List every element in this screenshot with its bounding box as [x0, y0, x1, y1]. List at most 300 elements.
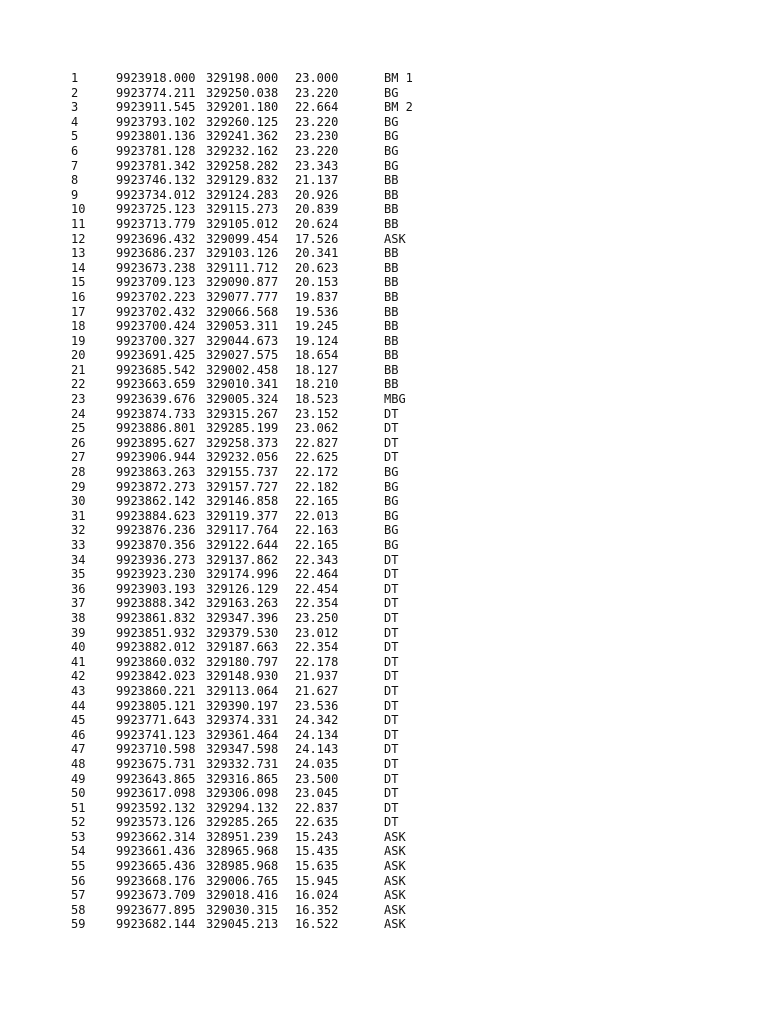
northing-value: 9923686.237	[116, 246, 196, 261]
point-number: 7	[71, 158, 79, 173]
point-code: ASK	[384, 888, 406, 903]
northing-value: 9923861.832	[116, 610, 196, 625]
easting-value: 329124.283	[206, 187, 279, 202]
easting-value: 329005.324	[206, 392, 279, 407]
northing-value: 9923663.659	[116, 377, 196, 392]
point-number: 8	[71, 173, 79, 188]
table-row	[71, 728, 444, 743]
point-number: 13	[71, 246, 86, 261]
northing-value: 9923725.123	[116, 202, 196, 217]
easting-value: 329030.315	[206, 902, 279, 917]
elevation-value: 22.178	[295, 654, 339, 669]
point-number: 10	[71, 202, 86, 217]
elevation-value: 16.024	[295, 888, 339, 903]
easting-value: 329332.731	[206, 756, 279, 771]
elevation-value: 23.500	[295, 771, 339, 786]
northing-value: 9923774.211	[116, 85, 196, 100]
table-row	[71, 859, 444, 874]
point-number: 43	[71, 683, 86, 698]
point-number: 12	[71, 231, 86, 246]
point-number: 55	[71, 859, 86, 874]
point-code: DT	[384, 742, 399, 757]
northing-value: 9923639.676	[116, 392, 196, 407]
table-row	[71, 655, 444, 670]
table-row	[71, 509, 444, 524]
point-number: 48	[71, 756, 86, 771]
elevation-value: 18.127	[295, 362, 339, 377]
table-row	[71, 144, 444, 159]
northing-value: 9923781.128	[116, 143, 196, 158]
point-number: 51	[71, 800, 86, 815]
easting-value: 329187.663	[206, 640, 279, 655]
point-code: DT	[384, 435, 399, 450]
point-code: DT	[384, 815, 399, 830]
northing-value: 9923673.709	[116, 888, 196, 903]
elevation-value: 24.035	[295, 756, 339, 771]
point-number: 58	[71, 902, 86, 917]
northing-value: 9923884.623	[116, 508, 196, 523]
point-code: MBG	[384, 392, 406, 407]
easting-value: 329077.777	[206, 289, 279, 304]
point-code: DT	[384, 727, 399, 742]
table-row	[71, 640, 444, 655]
easting-value: 329347.598	[206, 742, 279, 757]
northing-value: 9923713.779	[116, 216, 196, 231]
easting-value: 329241.362	[206, 129, 279, 144]
table-row	[71, 888, 444, 903]
table-row	[71, 582, 444, 597]
elevation-value: 20.623	[295, 260, 339, 275]
table-row	[71, 377, 444, 392]
point-code: BG	[384, 143, 399, 158]
point-code: BB	[384, 377, 399, 392]
point-code: BB	[384, 246, 399, 261]
elevation-value: 23.000	[295, 71, 339, 85]
point-code: DT	[384, 406, 399, 421]
northing-value: 9923936.273	[116, 552, 196, 567]
point-number: 17	[71, 304, 86, 319]
easting-value: 329129.832	[206, 173, 279, 188]
table-row	[71, 523, 444, 538]
elevation-value: 23.230	[295, 129, 339, 144]
table-row	[71, 246, 444, 261]
northing-value: 9923665.436	[116, 859, 196, 874]
easting-value: 329066.568	[206, 304, 279, 319]
northing-value: 9923741.123	[116, 727, 196, 742]
elevation-value: 18.210	[295, 377, 339, 392]
northing-value: 9923643.865	[116, 771, 196, 786]
point-number: 40	[71, 640, 86, 655]
easting-value: 329306.098	[206, 786, 279, 801]
easting-value: 329018.416	[206, 888, 279, 903]
elevation-value: 24.143	[295, 742, 339, 757]
northing-value: 9923661.436	[116, 844, 196, 859]
point-number: 2	[71, 85, 79, 100]
point-number: 46	[71, 727, 86, 742]
table-row	[71, 421, 444, 436]
northing-value: 9923668.176	[116, 873, 196, 888]
point-code: ASK	[384, 902, 406, 917]
elevation-value: 23.012	[295, 625, 339, 640]
northing-value: 9923872.273	[116, 479, 196, 494]
point-number: 28	[71, 465, 86, 480]
point-number: 31	[71, 508, 86, 523]
easting-value: 329374.331	[206, 713, 279, 728]
easting-value: 329260.125	[206, 114, 279, 129]
easting-value: 329010.341	[206, 377, 279, 392]
point-number: 38	[71, 610, 86, 625]
northing-value: 9923709.123	[116, 275, 196, 290]
northing-value: 9923771.643	[116, 713, 196, 728]
northing-value: 9923702.223	[116, 289, 196, 304]
easting-value: 329099.454	[206, 231, 279, 246]
elevation-value: 15.945	[295, 873, 339, 888]
easting-value: 329155.737	[206, 465, 279, 480]
table-row	[71, 86, 444, 101]
point-code: BM 1	[384, 71, 413, 85]
northing-value: 9923793.102	[116, 114, 196, 129]
point-number: 59	[71, 917, 86, 932]
point-code: BG	[384, 538, 399, 552]
easting-value: 329137.862	[206, 552, 279, 567]
easting-value: 329045.213	[206, 917, 279, 932]
table-row	[71, 348, 444, 363]
point-number: 52	[71, 815, 86, 830]
northing-value: 9923862.142	[116, 494, 196, 509]
elevation-value: 17.526	[295, 231, 339, 246]
elevation-value: 24.342	[295, 713, 339, 728]
easting-value: 329361.464	[206, 727, 279, 742]
easting-value: 329379.530	[206, 625, 279, 640]
elevation-value: 23.220	[295, 143, 339, 158]
easting-value: 329044.673	[206, 333, 279, 348]
point-number: 50	[71, 786, 86, 801]
point-code: DT	[384, 713, 399, 728]
point-number: 23	[71, 392, 86, 407]
point-number: 49	[71, 771, 86, 786]
easting-value: 329002.458	[206, 362, 279, 377]
elevation-value: 20.624	[295, 216, 339, 231]
elevation-value: 22.163	[295, 523, 339, 538]
table-row	[71, 844, 444, 859]
northing-value: 9923700.327	[116, 333, 196, 348]
table-row	[71, 217, 444, 232]
easting-value: 329053.311	[206, 319, 279, 334]
table-row	[71, 450, 444, 465]
elevation-value: 21.627	[295, 683, 339, 698]
point-code: BB	[384, 333, 399, 348]
point-number: 24	[71, 406, 86, 421]
easting-value: 329105.012	[206, 216, 279, 231]
point-number: 56	[71, 873, 86, 888]
point-code: ASK	[384, 829, 406, 844]
point-number: 11	[71, 216, 86, 231]
northing-value: 9923903.193	[116, 581, 196, 596]
table-row	[71, 742, 444, 757]
easting-value: 329113.064	[206, 683, 279, 698]
easting-value: 329117.764	[206, 523, 279, 538]
elevation-value: 22.013	[295, 508, 339, 523]
point-number: 41	[71, 654, 86, 669]
northing-value: 9923781.342	[116, 158, 196, 173]
table-row	[71, 567, 444, 582]
point-code: BG	[384, 85, 399, 100]
elevation-value: 18.523	[295, 392, 339, 407]
easting-value: 329390.197	[206, 698, 279, 713]
northing-value: 9923702.432	[116, 304, 196, 319]
point-code: BB	[384, 348, 399, 363]
point-code: DT	[384, 625, 399, 640]
point-number: 42	[71, 669, 86, 684]
point-code: ASK	[384, 917, 406, 932]
table-row	[71, 801, 444, 816]
easting-value: 329174.996	[206, 567, 279, 582]
northing-value: 9923592.132	[116, 800, 196, 815]
northing-value: 9923911.545	[116, 100, 196, 115]
northing-value: 9923906.944	[116, 450, 196, 465]
easting-value: 329232.056	[206, 450, 279, 465]
point-code: BB	[384, 319, 399, 334]
point-number: 54	[71, 844, 86, 859]
elevation-value: 22.354	[295, 596, 339, 611]
elevation-value: 19.124	[295, 333, 339, 348]
point-number: 16	[71, 289, 86, 304]
table-row	[71, 188, 444, 203]
point-code: DT	[384, 654, 399, 669]
northing-value: 9923888.342	[116, 596, 196, 611]
point-code: DT	[384, 771, 399, 786]
easting-value: 329111.712	[206, 260, 279, 275]
elevation-value: 22.837	[295, 800, 339, 815]
elevation-value: 23.062	[295, 421, 339, 436]
northing-value: 9923734.012	[116, 187, 196, 202]
northing-value: 9923851.932	[116, 625, 196, 640]
point-number: 44	[71, 698, 86, 713]
table-row	[71, 202, 444, 217]
point-number: 29	[71, 479, 86, 494]
table-row	[71, 903, 444, 918]
point-code: DT	[384, 756, 399, 771]
easting-value: 329250.038	[206, 85, 279, 100]
elevation-value: 22.165	[295, 494, 339, 509]
point-number: 37	[71, 596, 86, 611]
point-code: BB	[384, 362, 399, 377]
easting-value: 329148.930	[206, 669, 279, 684]
point-number: 30	[71, 494, 86, 509]
northing-value: 9923675.731	[116, 756, 196, 771]
point-code: BB	[384, 202, 399, 217]
table-row	[71, 363, 444, 378]
point-code: DT	[384, 421, 399, 436]
point-code: ASK	[384, 231, 406, 246]
point-code: DT	[384, 596, 399, 611]
point-code: BB	[384, 289, 399, 304]
easting-value: 329006.765	[206, 873, 279, 888]
table-row	[71, 815, 444, 830]
easting-value: 329090.877	[206, 275, 279, 290]
elevation-value: 22.625	[295, 450, 339, 465]
point-number: 19	[71, 333, 86, 348]
point-code: DT	[384, 552, 399, 567]
easting-value: 329232.162	[206, 143, 279, 158]
point-number: 6	[71, 143, 79, 158]
table-row	[71, 465, 444, 480]
point-code: ASK	[384, 873, 406, 888]
point-number: 3	[71, 100, 79, 115]
northing-value: 9923662.314	[116, 829, 196, 844]
point-number: 57	[71, 888, 86, 903]
elevation-value: 22.343	[295, 552, 339, 567]
point-code: DT	[384, 786, 399, 801]
elevation-value: 22.172	[295, 465, 339, 480]
easting-value: 329115.273	[206, 202, 279, 217]
table-row	[71, 757, 444, 772]
northing-value: 9923805.121	[116, 698, 196, 713]
northing-value: 9923860.032	[116, 654, 196, 669]
elevation-value: 20.341	[295, 246, 339, 261]
point-code: DT	[384, 567, 399, 582]
point-code: DT	[384, 683, 399, 698]
point-number: 20	[71, 348, 86, 363]
point-code: BB	[384, 216, 399, 231]
table-row	[71, 319, 444, 334]
elevation-value: 22.635	[295, 815, 339, 830]
easting-value: 328985.968	[206, 859, 279, 874]
elevation-value: 24.134	[295, 727, 339, 742]
point-code: BG	[384, 523, 399, 538]
table-row	[71, 173, 444, 188]
table-row	[71, 772, 444, 787]
elevation-value: 23.250	[295, 610, 339, 625]
northing-value: 9923918.000	[116, 71, 196, 85]
elevation-value: 20.839	[295, 202, 339, 217]
easting-value: 329126.129	[206, 581, 279, 596]
elevation-value: 23.343	[295, 158, 339, 173]
easting-value: 329027.575	[206, 348, 279, 363]
easting-value: 329163.263	[206, 596, 279, 611]
easting-value: 329146.858	[206, 494, 279, 509]
table-row	[71, 611, 444, 626]
table-row	[71, 553, 444, 568]
elevation-value: 19.536	[295, 304, 339, 319]
point-code: DT	[384, 581, 399, 596]
northing-value: 9923886.801	[116, 421, 196, 436]
table-row	[71, 494, 444, 509]
northing-value: 9923673.238	[116, 260, 196, 275]
northing-value: 9923617.098	[116, 786, 196, 801]
table-row	[71, 71, 444, 86]
point-code: BB	[384, 275, 399, 290]
point-code: DT	[384, 669, 399, 684]
elevation-value: 16.352	[295, 902, 339, 917]
table-row	[71, 786, 444, 801]
point-code: DT	[384, 610, 399, 625]
elevation-value: 22.664	[295, 100, 339, 115]
northing-value: 9923677.895	[116, 902, 196, 917]
point-code: BB	[384, 260, 399, 275]
elevation-value: 22.464	[295, 567, 339, 582]
table-row	[71, 596, 444, 611]
northing-value: 9923882.012	[116, 640, 196, 655]
point-number: 18	[71, 319, 86, 334]
elevation-value: 20.926	[295, 187, 339, 202]
table-row	[71, 275, 444, 290]
northing-value: 9923923.230	[116, 567, 196, 582]
point-code: ASK	[384, 859, 406, 874]
point-number: 32	[71, 523, 86, 538]
easting-value: 329122.644	[206, 538, 279, 552]
point-number: 14	[71, 260, 86, 275]
elevation-value: 21.937	[295, 669, 339, 684]
elevation-value: 23.152	[295, 406, 339, 421]
easting-value: 329119.377	[206, 508, 279, 523]
point-number: 25	[71, 421, 86, 436]
table-row	[71, 305, 444, 320]
point-number: 39	[71, 625, 86, 640]
table-row	[71, 407, 444, 422]
table-row	[71, 669, 444, 684]
point-code: BG	[384, 158, 399, 173]
point-number: 36	[71, 581, 86, 596]
easting-value: 329198.000	[206, 71, 279, 85]
point-code: DT	[384, 698, 399, 713]
coordinate-table	[71, 71, 444, 932]
elevation-value: 15.435	[295, 844, 339, 859]
easting-value: 329258.373	[206, 435, 279, 450]
point-number: 35	[71, 567, 86, 582]
point-code: BB	[384, 173, 399, 188]
easting-value: 329258.282	[206, 158, 279, 173]
table-row	[71, 436, 444, 451]
northing-value: 9923573.126	[116, 815, 196, 830]
point-number: 4	[71, 114, 79, 129]
point-number: 33	[71, 538, 86, 552]
elevation-value: 23.220	[295, 85, 339, 100]
northing-value: 9923801.136	[116, 129, 196, 144]
elevation-value: 22.354	[295, 640, 339, 655]
table-row	[71, 538, 444, 553]
easting-value: 329201.180	[206, 100, 279, 115]
point-code: BG	[384, 479, 399, 494]
table-row	[71, 334, 444, 349]
point-number: 53	[71, 829, 86, 844]
elevation-value: 22.827	[295, 435, 339, 450]
northing-value: 9923870.356	[116, 538, 196, 552]
table-row	[71, 480, 444, 495]
point-code: BG	[384, 129, 399, 144]
elevation-value: 21.137	[295, 173, 339, 188]
northing-value: 9923746.132	[116, 173, 196, 188]
point-code: BG	[384, 508, 399, 523]
elevation-value: 22.454	[295, 581, 339, 596]
elevation-value: 23.220	[295, 114, 339, 129]
point-number: 9	[71, 187, 79, 202]
point-number: 45	[71, 713, 86, 728]
northing-value: 9923842.023	[116, 669, 196, 684]
easting-value: 328965.968	[206, 844, 279, 859]
easting-value: 329347.396	[206, 610, 279, 625]
point-code: BG	[384, 465, 399, 480]
northing-value: 9923685.542	[116, 362, 196, 377]
elevation-value: 19.245	[295, 319, 339, 334]
elevation-value: 16.522	[295, 917, 339, 932]
point-number: 21	[71, 362, 86, 377]
northing-value: 9923876.236	[116, 523, 196, 538]
table-row	[71, 261, 444, 276]
easting-value: 329315.267	[206, 406, 279, 421]
easting-value: 329180.797	[206, 654, 279, 669]
northing-value: 9923895.627	[116, 435, 196, 450]
